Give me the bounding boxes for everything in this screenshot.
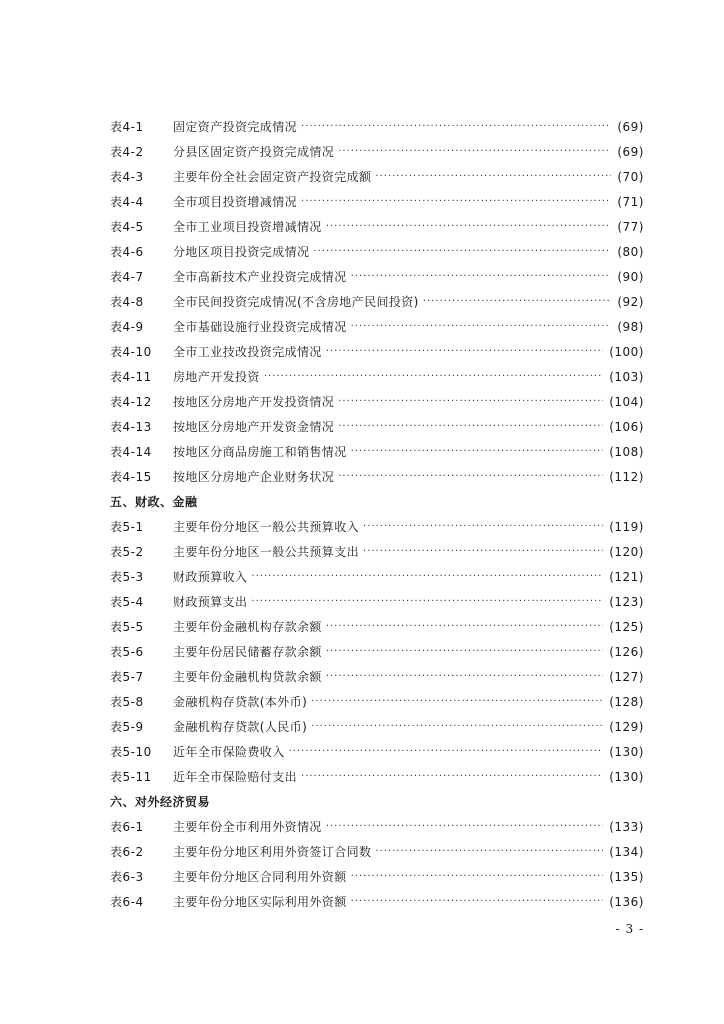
- page-number: - 3 -: [615, 922, 644, 936]
- entry-title: 财政预算支出: [173, 594, 248, 609]
- toc-entry[interactable]: [110, 514, 644, 539]
- dot-leader: [264, 370, 603, 384]
- section-heading: 六、对外经济贸易: [110, 795, 211, 809]
- toc-entry[interactable]: [110, 414, 644, 439]
- table-number: 表4-10: [110, 344, 152, 359]
- page-ref: (121): [609, 569, 644, 584]
- page-ref: (90): [617, 269, 644, 284]
- toc-entry[interactable]: [110, 614, 644, 639]
- dot-leader: [375, 845, 603, 859]
- dot-leader: [338, 395, 603, 409]
- entry-title: 主要年份居民储蓄存款余额: [173, 644, 322, 659]
- page-ref: (77): [617, 219, 644, 234]
- page-ref: (127): [609, 669, 644, 684]
- toc-entry[interactable]: [110, 464, 644, 489]
- toc-entry[interactable]: [110, 564, 644, 589]
- entry-title: 全市高新技术产业投资完成情况: [173, 269, 347, 284]
- page-ref: (120): [609, 544, 644, 559]
- dot-leader: [351, 445, 604, 459]
- table-number: 表5-7: [110, 669, 144, 684]
- toc-entry[interactable]: [110, 189, 644, 214]
- dot-leader: [326, 620, 603, 634]
- toc-entry[interactable]: [110, 214, 644, 239]
- entry-title: 近年全市保险赔付支出: [173, 769, 298, 784]
- entry-title: 按地区分房地产企业财务状况: [173, 469, 335, 484]
- table-number: 表4-1: [110, 119, 144, 134]
- entry-title: 按地区分房地产开发投资情况: [173, 394, 335, 409]
- table-number: 表4-2: [110, 144, 144, 159]
- toc-entry[interactable]: [110, 439, 644, 464]
- dot-leader: [311, 695, 603, 709]
- toc-entry[interactable]: [110, 314, 644, 339]
- toc-entry[interactable]: [110, 114, 644, 139]
- table-number: 表4-3: [110, 169, 144, 184]
- page-ref: (125): [609, 619, 644, 634]
- entry-title: 主要年份分地区实际利用外资额: [173, 894, 347, 909]
- table-number: 表5-4: [110, 594, 144, 609]
- page-ref: (128): [609, 694, 644, 709]
- table-number: 表5-8: [110, 694, 144, 709]
- table-number: 表4-12: [110, 394, 152, 409]
- entry-title: 房地产开发投资: [173, 369, 260, 384]
- page-ref: (135): [609, 869, 644, 884]
- dot-leader: [311, 720, 603, 734]
- entry-title: 近年全市保险费收入: [173, 744, 285, 759]
- toc-entry[interactable]: [110, 289, 644, 314]
- table-of-contents: [110, 114, 644, 914]
- toc-entry[interactable]: [110, 264, 644, 289]
- table-number: 表5-2: [110, 544, 144, 559]
- table-number: 表4-15: [110, 469, 152, 484]
- dot-leader: [351, 270, 612, 284]
- table-number: 表6-3: [110, 869, 144, 884]
- dot-leader: [251, 595, 603, 609]
- table-number: 表4-8: [110, 294, 144, 309]
- page-ref: (130): [609, 744, 644, 759]
- toc-entry[interactable]: [110, 814, 644, 839]
- table-number: 表4-4: [110, 194, 144, 209]
- entry-title: 分县区固定资产投资完成情况: [173, 144, 335, 159]
- entry-title: 主要年份分地区合同利用外资额: [173, 869, 347, 884]
- page-ref: (112): [609, 469, 644, 484]
- dot-leader: [351, 320, 612, 334]
- table-number: 表4-14: [110, 444, 152, 459]
- dot-leader: [338, 470, 603, 484]
- dot-leader: [313, 245, 611, 259]
- entry-title: 主要年份分地区利用外资签订合同数: [173, 844, 372, 859]
- entry-title: 固定资产投资完成情况: [173, 119, 298, 134]
- dot-leader: [423, 295, 612, 309]
- entry-title: 全市工业技改投资完成情况: [173, 344, 322, 359]
- dot-leader: [326, 645, 603, 659]
- toc-entry[interactable]: [110, 764, 644, 789]
- toc-entry[interactable]: [110, 714, 644, 739]
- toc-entry[interactable]: [110, 539, 644, 564]
- dot-leader: [301, 120, 611, 134]
- entry-title: 主要年份金融机构存款余额: [173, 619, 322, 634]
- dot-leader: [326, 220, 612, 234]
- toc-entry[interactable]: [110, 639, 644, 664]
- entry-title: 全市项目投资增减情况: [173, 194, 298, 209]
- page-ref: (119): [609, 519, 644, 534]
- dot-leader: [326, 345, 603, 359]
- table-number: 表4-13: [110, 419, 152, 434]
- dot-leader: [251, 570, 603, 584]
- page-ref: (103): [609, 369, 644, 384]
- toc-entry[interactable]: [110, 364, 644, 389]
- entry-title: 金融机构存贷款(人民币): [173, 719, 308, 734]
- dot-leader: [338, 145, 611, 159]
- page-ref: (98): [617, 319, 644, 334]
- toc-section: [110, 789, 644, 914]
- table-number: 表6-2: [110, 844, 144, 859]
- page-ref: (70): [617, 169, 644, 184]
- toc-entry[interactable]: [110, 689, 644, 714]
- page-ref: (134): [609, 844, 644, 859]
- page-ref: (92): [617, 294, 644, 309]
- dot-leader: [326, 670, 603, 684]
- table-number: 表4-11: [110, 369, 152, 384]
- table-number: 表5-9: [110, 719, 144, 734]
- page-ref: (130): [609, 769, 644, 784]
- page-ref: (136): [609, 894, 644, 909]
- entry-title: 主要年份金融机构贷款余额: [173, 669, 322, 684]
- page-ref: (106): [609, 419, 644, 434]
- dot-leader: [301, 770, 603, 784]
- toc-entry[interactable]: [110, 139, 644, 164]
- dot-leader: [351, 895, 604, 909]
- page-ref: (69): [617, 144, 644, 159]
- toc-section: [110, 114, 644, 489]
- toc-entry[interactable]: [110, 739, 644, 764]
- table-number: 表5-5: [110, 619, 144, 634]
- toc-entry[interactable]: [110, 664, 644, 689]
- table-number: 表6-1: [110, 819, 144, 834]
- page-ref: (133): [609, 819, 644, 834]
- table-number: 表6-4: [110, 894, 144, 909]
- entry-title: 主要年份分地区一般公共预算收入: [173, 519, 360, 534]
- page-ref: (69): [617, 119, 644, 134]
- entry-title: 全市工业项目投资增减情况: [173, 219, 322, 234]
- entry-title: 按地区分房地产开发资金情况: [173, 419, 335, 434]
- toc-entry[interactable]: [110, 389, 644, 414]
- page-ref: (100): [609, 344, 644, 359]
- section-heading: 五、财政、金融: [110, 495, 198, 509]
- table-number: 表4-6: [110, 244, 144, 259]
- table-number: 表5-10: [110, 744, 152, 759]
- dot-leader: [363, 545, 603, 559]
- toc-entry[interactable]: [110, 889, 644, 914]
- entry-title: 财政预算收入: [173, 569, 248, 584]
- table-number: 表5-11: [110, 769, 152, 784]
- page-ref: (108): [609, 444, 644, 459]
- dot-leader: [326, 820, 603, 834]
- table-number: 表4-5: [110, 219, 144, 234]
- page-ref: (129): [609, 719, 644, 734]
- entry-title: 按地区分商品房施工和销售情况: [173, 444, 347, 459]
- toc-entry[interactable]: [110, 839, 644, 864]
- toc-entry[interactable]: [110, 589, 644, 614]
- toc-entry[interactable]: [110, 864, 644, 889]
- entry-title: 全市基础设施行业投资完成情况: [173, 319, 347, 334]
- dot-leader: [289, 745, 604, 759]
- page-ref: (126): [609, 644, 644, 659]
- toc-section: [110, 489, 644, 789]
- dot-leader: [351, 870, 604, 884]
- entry-title: 全市民间投资完成情况(不含房地产民间投资): [173, 294, 419, 309]
- toc-entry[interactable]: [110, 239, 644, 264]
- page-ref: (71): [617, 194, 644, 209]
- toc-entry[interactable]: [110, 164, 644, 189]
- table-number: 表5-6: [110, 644, 144, 659]
- entry-title: 主要年份分地区一般公共预算支出: [173, 544, 360, 559]
- entry-title: 金融机构存贷款(本外币): [173, 694, 308, 709]
- page-ref: (123): [609, 594, 644, 609]
- page-ref: (104): [609, 394, 644, 409]
- dot-leader: [338, 420, 603, 434]
- toc-entry[interactable]: [110, 339, 644, 364]
- entry-title: 分地区项目投资完成情况: [173, 244, 310, 259]
- table-number: 表5-1: [110, 519, 144, 534]
- dot-leader: [301, 195, 611, 209]
- table-number: 表5-3: [110, 569, 144, 584]
- table-number: 表4-9: [110, 319, 144, 334]
- dot-leader: [363, 520, 603, 534]
- dot-leader: [375, 170, 611, 184]
- entry-title: 主要年份全市利用外资情况: [173, 819, 322, 834]
- entry-title: 主要年份全社会固定资产投资完成额: [173, 169, 372, 184]
- page-ref: (80): [617, 244, 644, 259]
- table-number: 表4-7: [110, 269, 144, 284]
